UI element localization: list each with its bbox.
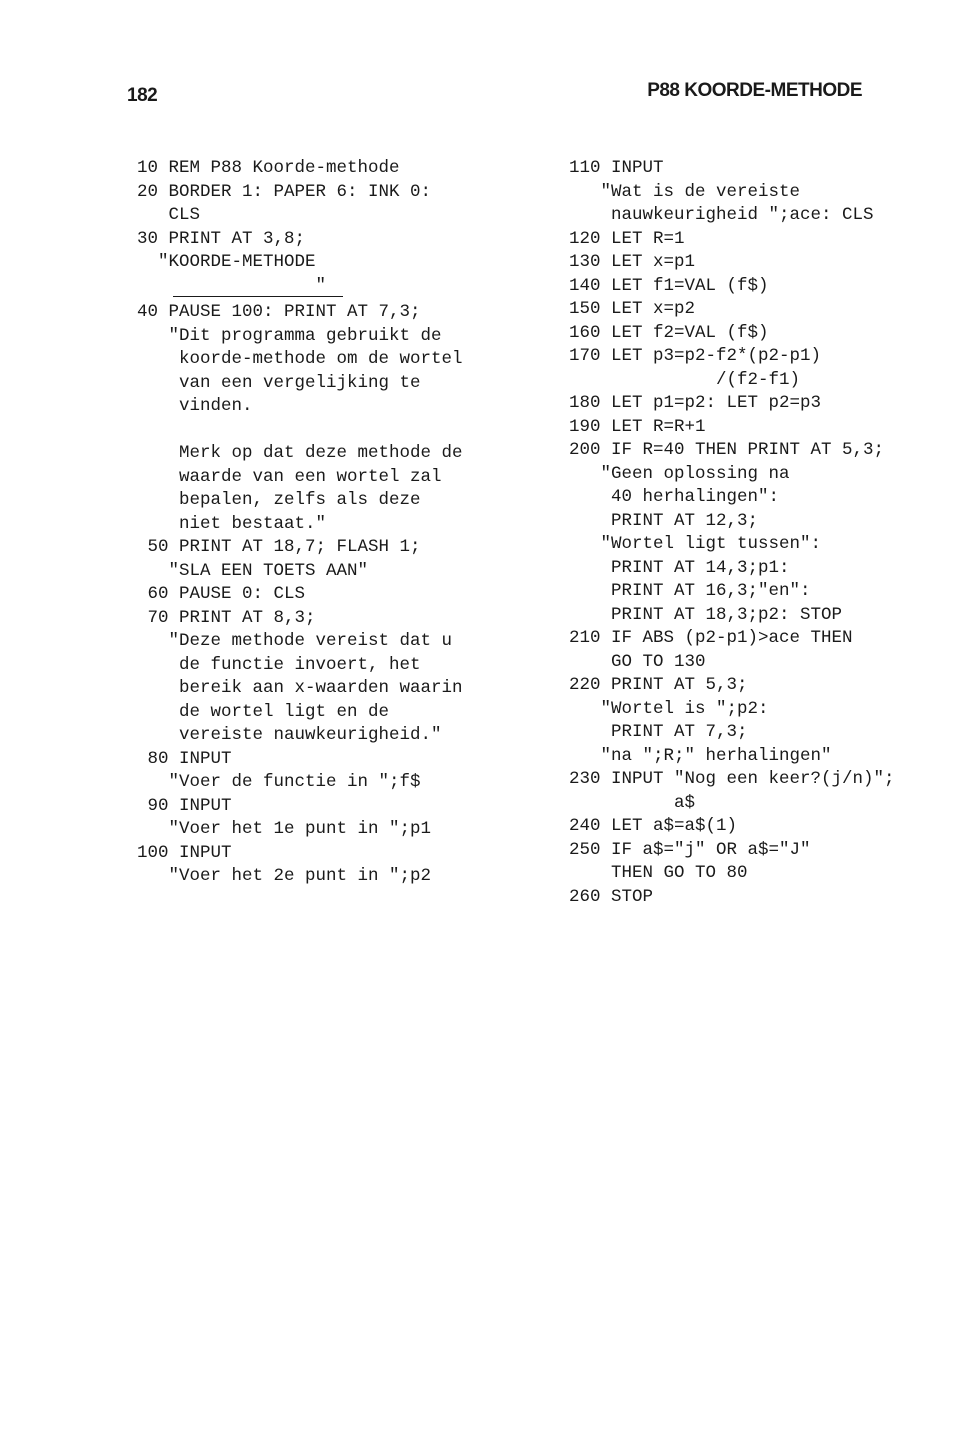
code-line: 10 REM P88 Koorde-methode — [137, 158, 400, 178]
code-line: PRINT AT 12,3; — [569, 510, 759, 531]
code-line: 250 IF a$="j" OR a$="J" — [569, 839, 811, 860]
code-line: "Voer het 2e punt in ";p2 — [137, 866, 432, 886]
code-line: "Deze methode vereist dat u — [137, 631, 453, 651]
code-line: 180 LET p1=p2: LET p2=p3 — [569, 393, 822, 413]
code-line: CLS — [137, 205, 201, 225]
code-line: 60 PAUSE 0: CLS — [137, 584, 306, 604]
code-line: nauwkeurigheid ";ace: CLS — [569, 205, 874, 225]
code-line: 30 PRINT AT 3,8; — [137, 228, 306, 249]
code-line: de wortel ligt en de — [137, 701, 390, 722]
code-line: 110 INPUT — [569, 158, 664, 178]
code-line: 70 PRINT AT 8,3; — [137, 607, 316, 628]
code-line: waarde van een wortel zal — [137, 466, 442, 487]
code-line: "SLA EEN TOETS AAN" — [137, 560, 369, 581]
code-line: 200 IF R=40 THEN PRINT AT 5,3; — [569, 440, 885, 460]
code-line: 120 LET R=1 — [569, 228, 685, 249]
code-line: PRINT AT 16,3;"en": — [569, 581, 811, 601]
code-line: THEN GO TO 80 — [569, 863, 748, 883]
code-line: PRINT AT 7,3; — [569, 722, 748, 742]
code-line: 50 PRINT AT 18,7; FLASH 1; — [137, 537, 421, 557]
code-line: 140 LET f1=VAL (f$) — [569, 275, 769, 296]
code-line: 210 IF ABS (p2-p1)>ace THEN — [569, 628, 853, 648]
program-listing-left — [137, 157, 537, 889]
code-line: 230 INPUT "Nog een keer?(j/n)"; — [569, 769, 895, 789]
code-line: " — [137, 275, 327, 296]
blank-line — [137, 419, 537, 443]
program-listing-right — [569, 157, 949, 909]
code-line: niet bestaat." — [137, 513, 327, 534]
code-line: 220 PRINT AT 5,3; — [569, 675, 748, 695]
code-line: 130 LET x=p1 — [569, 252, 696, 272]
code-line: 150 LET x=p2 — [569, 299, 696, 319]
code-line: bereik aan x-waarden waarin — [137, 678, 463, 698]
code-line: 40 PAUSE 100: PRINT AT 7,3; — [137, 302, 421, 322]
code-line: van een vergelijking te — [137, 372, 421, 393]
code-line: 170 LET p3=p2-f2*(p2-p1) — [569, 346, 822, 366]
page-title: P88 KOORDE-METHODE — [647, 80, 862, 101]
code-line: PRINT AT 14,3;p1: — [569, 557, 790, 578]
code-line: "na ";R;" herhalingen" — [569, 745, 832, 766]
code-line: "Wortel is ";p2: — [569, 698, 769, 719]
code-line: 80 INPUT — [137, 748, 232, 769]
code-line: "KOORDE-METHODE — [137, 252, 316, 272]
code-line: 40 herhalingen": — [569, 487, 780, 507]
code-line: "Geen oplossing na — [569, 463, 790, 484]
code-line: 190 LET R=R+1 — [569, 416, 706, 437]
code-line: de functie invoert, het — [137, 654, 421, 675]
code-line: "Wortel ligt tussen": — [569, 534, 822, 554]
code-line: Merk op dat deze methode de — [137, 443, 463, 463]
code-line: 20 BORDER 1: PAPER 6: INK 0: — [137, 181, 432, 202]
code-line: a$ — [569, 792, 696, 813]
page-number: 182 — [127, 85, 158, 106]
code-line: "Voer het 1e punt in ";p1 — [137, 819, 432, 839]
code-line: GO TO 130 — [569, 651, 706, 672]
code-line: 100 INPUT — [137, 842, 232, 863]
code-line: "Dit programma gebruikt de — [137, 325, 442, 346]
code-line: 90 INPUT — [137, 795, 232, 816]
code-line: 240 LET a$=a$(1) — [569, 816, 738, 836]
code-line: vereiste nauwkeurigheid." — [137, 725, 442, 745]
code-line: "Wat is de vereiste — [569, 181, 801, 202]
code-line: 160 LET f2=VAL (f$) — [569, 322, 769, 343]
code-line: PRINT AT 18,3;p2: STOP — [569, 604, 843, 625]
code-line: bepalen, zelfs als deze — [137, 490, 421, 510]
code-line: "Voer de functie in ";f$ — [137, 772, 421, 792]
code-line: 260 STOP — [569, 886, 654, 907]
code-line: /(f2-f1) — [569, 369, 801, 390]
code-line: vinden. — [137, 396, 253, 416]
code-line: koorde-methode om de wortel — [137, 349, 463, 369]
